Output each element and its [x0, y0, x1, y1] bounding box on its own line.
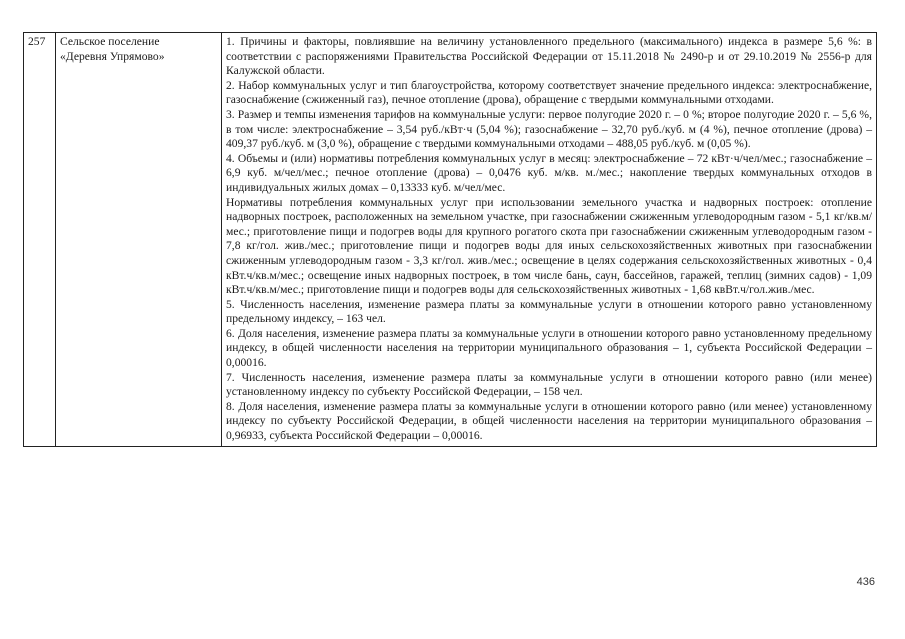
- paragraph-population-share: 6. Доля населения, изменение размера платы за коммунальные услуги в отношении которого равно установленному предельному индексу, в общей численности населения на территории муниципального образования – 1, субъекта Российской Федерации – 0,00016.: [226, 326, 872, 370]
- paragraph-causes: 1. Причины и факторы, повлиявшие на величину установленного предельного (максимального) индекса в размере 5,6 %: в соответствии с распоряжениями Правительства Российской Федерации от 15.11.2018 № 2490-р и от 29.10.2019 № 2556-р для Калужской области.: [226, 35, 872, 78]
- paragraph-volumes: 4. Объемы и (или) нормативы потребления коммунальных услуг в месяц: электроснабжение – 72 кВт·ч/чел/мес.; газоснабжение – 6,9 куб. м/чел/мес.; печное отопление (дрова) – 0,0476 куб. м/кв. м./мес.; накопление твердых коммунальных отходов в индивидуальных жилых домах – 0,13333 куб. м/чел/мес.: [226, 151, 872, 194]
- paragraph-population-share-subject: 8. Доля населения, изменение размера платы за коммунальные услуги в отношении которого равно (или менее) установленному индексу по субъекту Российской Федерации, в общей численности населения на территории муниципального образования – 0,96933, субъекта Российской Федерации – 0,00016.: [226, 399, 872, 443]
- document-table: [23, 32, 877, 447]
- table-row: [24, 33, 877, 447]
- paragraph-tariffs: 3. Размер и темпы изменения тарифов на коммунальные услуги: первое полугодие 2020 г. – 0 %; второе полугодие 2020 г. – 5,6 %, в том числе: электроснабжение – 3,54 руб./кВт·ч (5,04 %); газоснабжение – 32,70 руб./куб. м (4 %), печное отопление (дрова) – 409,37 руб./куб. м (3,0 %), обращение с твердыми коммунальными отходами – 488,05 руб./куб. м (0,05 %).: [226, 107, 872, 151]
- settlement-name-line1: Сельское поселение: [60, 35, 160, 48]
- description-cell: [222, 33, 877, 447]
- paragraph-services-set: 2. Набор коммунальных услуг и тип благоустройства, которому соответствует значение предельного индекса: электроснабжение, газоснабжение (сжиженный газ), печное отопление (дрова), обращение с твердыми коммунальными отходами.: [226, 78, 872, 107]
- paragraph-land-norms: Нормативы потребления коммунальных услуг при использовании земельного участка и надворных построек: отопление надворных построек, расположенных на земельном участке, при газоснабжении сжиженным углеводородным газом - 5,1 кг/кв.м/мес.; приготовление пищи и подогрев воды для крупного рогатого скота при газоснабжении сжиженным углеводородным газом - 7,8 кг/гол. жив./мес.; приготовление пищи и подогрев воды для иных сельскохозяйственных животных при газоснабжении сжиженным углеводородным газом - 3,3 кг/гол. жив./мес.; освещение в целях содержания сельскохозяйственных животных - 0,4 кВт.ч/кв.м/мес.; освещение иных надворных построек, в том числе бань, саун, бассейнов, гаражей, теплиц (зимних садов) - 1,09 кВт.ч/кв.м/мес.; приготовление пищи и подогрев воды для сельскохозяйственных животных - 1,68 квВт.ч/гол.жив./мес.: [226, 195, 872, 297]
- page-number: 436: [856, 576, 875, 588]
- paragraph-population-subject: 7. Численность населения, изменение размера платы за коммунальные услуги в отношении которого равно (или менее) установленному индексу по субъекту Российской Федерации, – 158 чел.: [226, 370, 872, 399]
- settlement-name: [56, 33, 222, 447]
- settlement-name-line2: «Деревня Упрямово»: [60, 49, 165, 63]
- paragraph-population: 5. Численность населения, изменение размера платы за коммунальные услуги в отношении которого равно установленному предельному индексу, – 163 чел.: [226, 297, 872, 326]
- row-number: 257: [24, 33, 56, 447]
